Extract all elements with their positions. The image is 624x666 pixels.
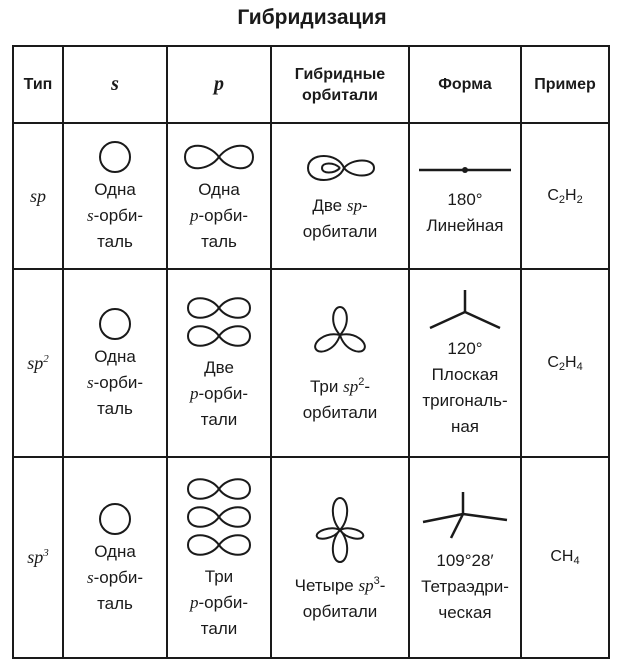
type-superscript: 2 bbox=[43, 352, 49, 365]
hybrid-text-line2: орбитали bbox=[302, 602, 378, 621]
s-text-line1: Одна bbox=[94, 347, 136, 366]
header-example: Пример bbox=[521, 46, 609, 123]
p-text-line2 bbox=[190, 590, 248, 616]
shape-name-line2: ческая bbox=[438, 602, 492, 622]
example-subscript1: 2 bbox=[558, 193, 565, 206]
example-formula-part1: C bbox=[547, 353, 559, 371]
trigonal-planar-geometry-icon bbox=[420, 286, 510, 336]
s-orbital-icon bbox=[95, 304, 135, 344]
s-text-rest: -орби- bbox=[93, 206, 144, 225]
hybridization-table bbox=[12, 45, 610, 659]
s-orbital-cell bbox=[63, 123, 167, 269]
s-text-line3: таль bbox=[97, 399, 133, 418]
hybrid-dash: - bbox=[379, 576, 386, 595]
p-text-line3: тали bbox=[200, 410, 238, 429]
p-orbital-cell bbox=[167, 123, 271, 269]
hybrid-text-line2: орбитали bbox=[302, 402, 378, 422]
p-symbol: p bbox=[190, 592, 199, 612]
bond-angle: 120° bbox=[447, 339, 483, 358]
header-s: s bbox=[63, 46, 167, 123]
three-p-orbitals-icon bbox=[184, 474, 254, 560]
shape-name-line1: Тетраэдри- bbox=[421, 576, 509, 596]
header-hybrid bbox=[271, 46, 409, 123]
hybrid-text-line1 bbox=[303, 188, 378, 219]
hybrid-symbol: sp bbox=[358, 576, 374, 595]
s-text-line3: таль bbox=[97, 232, 133, 251]
example-subscript2: 2 bbox=[576, 193, 583, 206]
s-orbital-cell bbox=[63, 457, 167, 658]
shape-name-line3: ная bbox=[450, 417, 480, 436]
header-p: p bbox=[167, 46, 271, 123]
hybrid-dash: - bbox=[364, 376, 370, 396]
diagram-title: Гибридизация bbox=[237, 6, 387, 29]
hybrid-orbital-text bbox=[303, 188, 378, 245]
p-text-line2 bbox=[190, 381, 248, 407]
example-subscript1: 2 bbox=[558, 360, 565, 373]
p-orbital-text bbox=[190, 177, 248, 255]
hybrid-text-line1 bbox=[295, 568, 386, 599]
shape-name-line1: Плоская bbox=[431, 365, 499, 384]
p-orbital-cell bbox=[167, 457, 271, 658]
linear-geometry-icon bbox=[415, 153, 515, 187]
row-sp3 bbox=[13, 457, 609, 658]
sp-hybrid-orbital-icon bbox=[300, 148, 380, 188]
shape-cell bbox=[409, 269, 521, 457]
s-text-line1: Одна bbox=[94, 180, 136, 199]
example-cell bbox=[521, 269, 609, 457]
sp3-hybrid-orbitals-icon bbox=[305, 490, 375, 564]
type-superscript: 3 bbox=[43, 547, 49, 559]
hybrid-symbol: sp bbox=[346, 195, 362, 215]
hybrid-orbital-cell bbox=[271, 123, 409, 269]
s-text-line2 bbox=[87, 370, 143, 396]
hybrid-count: Три bbox=[309, 376, 344, 396]
example-formula-part2: H bbox=[565, 353, 577, 371]
header-hybrid-line1: Гибридные bbox=[294, 65, 386, 83]
p-orbital-text bbox=[190, 564, 248, 642]
s-orbital-text bbox=[87, 344, 143, 422]
s-orbital-icon bbox=[95, 499, 135, 539]
p-text-rest: -орби- bbox=[198, 206, 248, 225]
two-p-orbitals-icon bbox=[184, 293, 254, 351]
example-formula-part2: H bbox=[565, 186, 577, 204]
type-cell bbox=[13, 269, 63, 457]
s-text-line3: таль bbox=[97, 593, 133, 613]
p-text-line1: Две bbox=[204, 358, 234, 377]
s-text-rest: -орби- bbox=[93, 567, 144, 587]
p-text-line2 bbox=[190, 203, 248, 229]
example-formula-part1: C bbox=[547, 186, 559, 204]
row-sp2 bbox=[13, 269, 609, 457]
row-sp bbox=[13, 123, 609, 269]
hybrid-text-line1 bbox=[303, 369, 378, 400]
bond-angle: 109°28′ bbox=[436, 550, 494, 570]
shape-text bbox=[422, 336, 507, 440]
example-formula-part1: CH bbox=[550, 548, 574, 565]
hybrid-orbital-cell bbox=[271, 269, 409, 457]
p-text-rest: -орби- bbox=[198, 592, 248, 612]
hybrid-orbital-text bbox=[303, 369, 378, 426]
shape-text bbox=[426, 187, 503, 239]
hybrid-superscript: 2 bbox=[358, 375, 365, 388]
hybrid-dash: - bbox=[361, 195, 368, 215]
hybrid-count: Четыре bbox=[294, 576, 359, 595]
p-text-line1: Три bbox=[204, 566, 234, 586]
hybrid-superscript: 3 bbox=[373, 575, 380, 587]
s-orbital-cell bbox=[63, 269, 167, 457]
header-row bbox=[13, 46, 609, 123]
s-text-line2 bbox=[87, 203, 143, 229]
hybrid-count: Две bbox=[312, 195, 347, 215]
s-symbol: s bbox=[86, 567, 94, 587]
s-orbital-icon bbox=[95, 137, 135, 177]
p-orbital-text bbox=[190, 355, 248, 433]
type-cell bbox=[13, 123, 63, 269]
s-text-line2 bbox=[87, 565, 143, 591]
example-subscript1: 4 bbox=[573, 555, 580, 567]
p-text-line3: таль bbox=[201, 232, 237, 251]
example-subscript2: 4 bbox=[576, 360, 583, 373]
example-cell bbox=[521, 457, 609, 658]
s-orbital-text bbox=[87, 177, 143, 255]
p-symbol: p bbox=[190, 206, 199, 225]
s-symbol: s bbox=[86, 373, 94, 392]
shape-name: Линейная bbox=[426, 216, 504, 235]
shape-text bbox=[421, 548, 509, 626]
hybrid-orbital-cell bbox=[271, 457, 409, 658]
p-text-line3: тали bbox=[200, 618, 238, 638]
p-orbital-icon bbox=[179, 137, 259, 177]
type-label: sp bbox=[27, 547, 44, 567]
type-cell bbox=[13, 457, 63, 658]
s-text-line1: Одна bbox=[94, 541, 136, 561]
hybrid-text-line2: орбитали bbox=[302, 221, 378, 241]
hybrid-symbol: sp bbox=[343, 376, 359, 396]
hybrid-orbital-text bbox=[295, 568, 386, 625]
type-label: sp bbox=[29, 185, 46, 206]
shape-cell bbox=[409, 457, 521, 658]
p-symbol: p bbox=[190, 384, 199, 403]
s-text-rest: -орби- bbox=[93, 373, 144, 392]
header-shape: Форма bbox=[409, 46, 521, 123]
tetrahedral-geometry-icon bbox=[417, 490, 513, 548]
shape-name-line2: тригональ- bbox=[422, 391, 508, 410]
header-hybrid-line2: орбитали bbox=[302, 86, 378, 104]
p-text-rest: -орби- bbox=[198, 384, 248, 403]
example-cell bbox=[521, 123, 609, 269]
p-orbital-cell bbox=[167, 269, 271, 457]
sp2-hybrid-orbitals-icon bbox=[308, 301, 372, 365]
header-type: Тип bbox=[13, 46, 63, 123]
s-symbol: s bbox=[86, 206, 94, 225]
p-text-line1: Одна bbox=[198, 180, 240, 199]
shape-cell bbox=[409, 123, 521, 269]
type-label: sp bbox=[27, 352, 44, 373]
bond-angle: 180° bbox=[447, 190, 483, 209]
s-orbital-text bbox=[87, 539, 143, 617]
